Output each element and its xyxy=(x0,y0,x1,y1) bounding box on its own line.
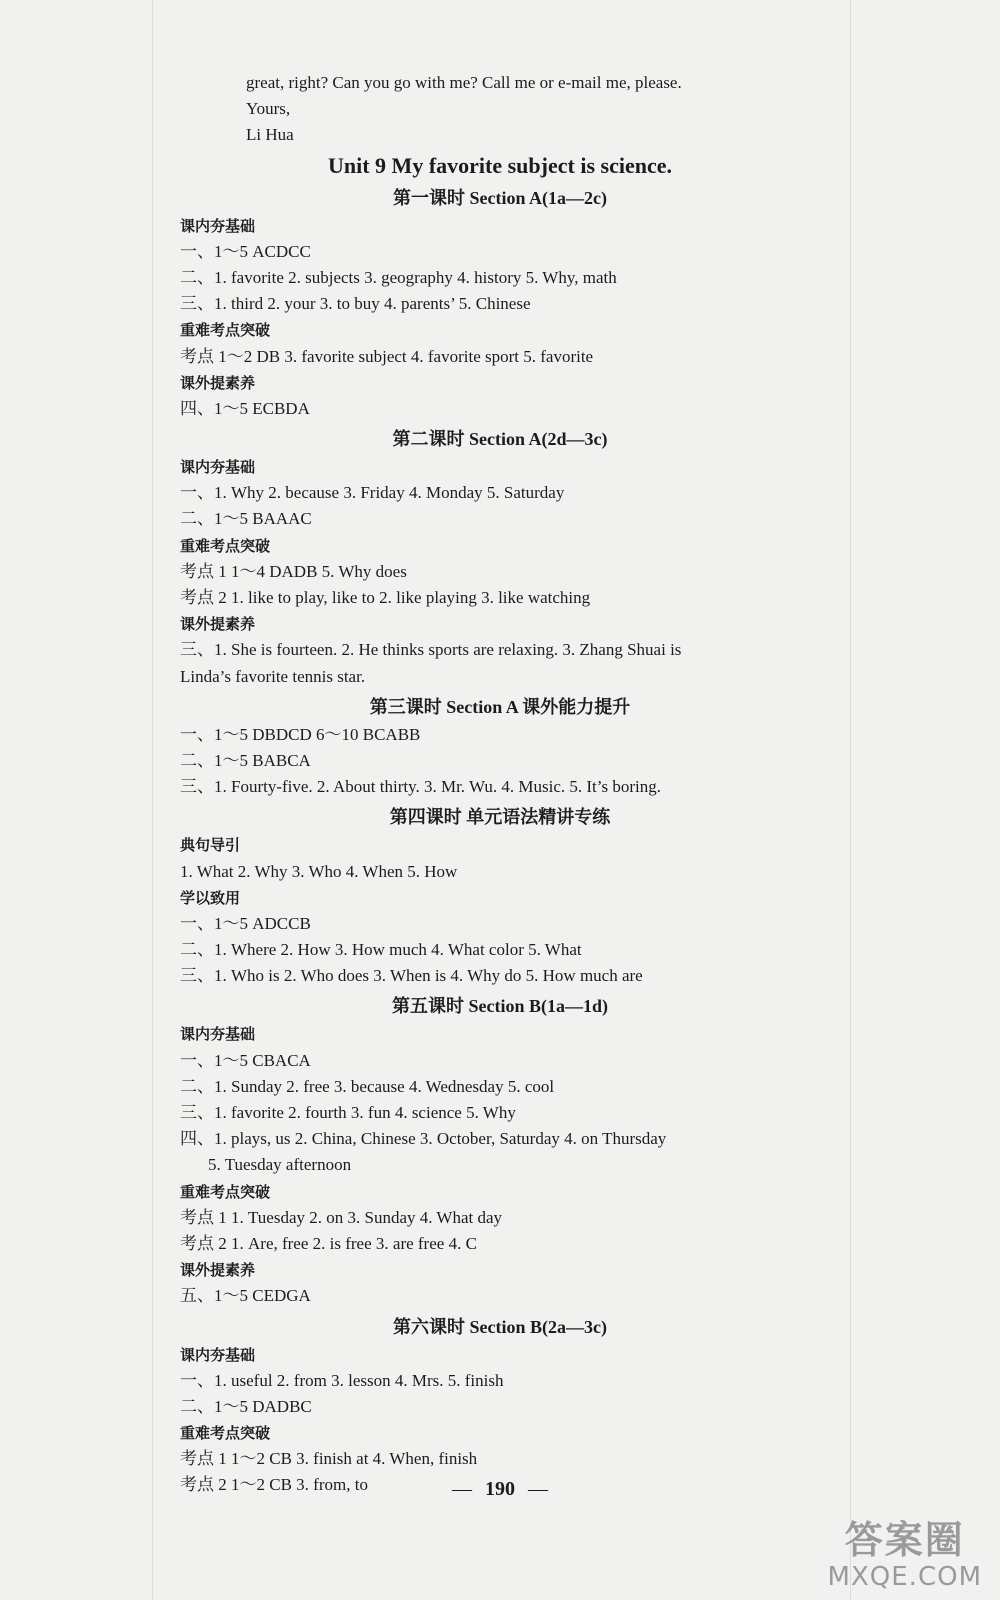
unit-title: Unit 9 My favorite subject is science. xyxy=(328,152,672,178)
answer-line: 考点 1 1～4 DADB 5. Why does xyxy=(180,561,407,581)
answer-line: 一、1. Why 2. because 3. Friday 4. Monday 5. Saturday xyxy=(180,483,565,503)
section-label: 课内夯基础 xyxy=(180,1345,256,1364)
answer-line: 二、1. Where 2. How 3. How much 4. What color 5. What xyxy=(180,940,582,960)
section-label: 课内夯基础 xyxy=(180,1025,256,1044)
section-label: 课内夯基础 xyxy=(180,216,256,235)
answer-line: 一、1～5 ADCCB xyxy=(180,913,311,933)
answer-line: 二、1. favorite 2. subjects 3. geography 4. history 5. Why, math xyxy=(180,267,617,287)
watermark xyxy=(828,1518,982,1592)
section-label: 重难考点突破 xyxy=(180,1424,271,1443)
answer-line: 四、1～5 ECBDA xyxy=(180,398,310,418)
lesson-title-4: 第四课时 单元语法精讲专练 xyxy=(389,807,611,828)
page-number xyxy=(0,1478,1000,1501)
answer-line: Linda’s favorite tennis star. xyxy=(180,666,366,686)
answer-line: 二、1～5 DADBC xyxy=(180,1396,312,1416)
answer-line: 三、1. She is fourteen. 2. He thinks sports are relaxing. 3. Zhang Shuai is xyxy=(180,640,682,660)
answer-line: 1. What 2. Why 3. Who 4. When 5. How xyxy=(180,861,458,881)
letter-line: great, right? Can you go with me? Call me or e-mail me, please. xyxy=(246,73,682,92)
watermark-logo: 答案圈 xyxy=(844,1518,965,1562)
page-number-value: 190 xyxy=(485,1478,515,1500)
letter-signature: Li Hua xyxy=(246,125,294,145)
answer-line: 考点 2 1. like to play, like to 2. like playing 3. like watching xyxy=(180,588,591,607)
answer-line: 二、1～5 BAAAC xyxy=(180,509,312,529)
page-number-dash-right: — xyxy=(528,1478,548,1500)
section-label: 重难考点突破 xyxy=(180,1182,271,1201)
section-label: 重难考点突破 xyxy=(180,536,271,555)
answer-line: 二、1～5 BABCA xyxy=(180,750,311,770)
page-number-dash-left: — xyxy=(452,1478,472,1500)
lesson-title-2: 第二课时 Section A(2d—3c) xyxy=(392,429,608,450)
watermark-site: MXQE.COM xyxy=(827,1562,982,1592)
section-label: 课内夯基础 xyxy=(180,458,256,477)
answer-line: 考点 1 1. Tuesday 2. on 3. Sunday 4. What day xyxy=(180,1207,503,1227)
answer-line: 一、1. useful 2. from 3. lesson 4. Mrs. 5. finish xyxy=(180,1370,504,1390)
section-label: 课外提素养 xyxy=(180,1261,256,1280)
answer-line: 考点 1 1～2 CB 3. finish at 4. When, finish xyxy=(180,1449,478,1469)
section-label: 典句导引 xyxy=(180,836,241,855)
scan-edge-left xyxy=(152,0,153,1600)
section-label: 课外提素养 xyxy=(180,373,256,392)
answer-line: 一、1～5 CBACA xyxy=(180,1050,311,1070)
answer-line: 一、1～5 ACDCC xyxy=(180,241,311,261)
answer-line: 考点 2 1. Are, free 2. is free 3. are free 4. C xyxy=(180,1233,477,1253)
answer-line: 考点 1～2 DB 3. favorite subject 4. favorite sport 5. favorite xyxy=(180,346,594,366)
lesson-title-6: 第六课时 Section B(2a—3c) xyxy=(393,1316,607,1337)
answer-line: 五、1～5 CEDGA xyxy=(180,1286,311,1306)
section-label: 重难考点突破 xyxy=(180,321,271,340)
answer-line: 考点 2 1～2 CB 3. from, to xyxy=(180,1475,368,1495)
lesson-title-5: 第五课时 Section B(1a—1d) xyxy=(392,996,608,1017)
letter-closing: Yours, xyxy=(246,99,291,119)
lesson-title-3: 第三课时 Section A 课外能力提升 xyxy=(369,696,631,717)
answer-content xyxy=(180,70,820,1499)
answer-line: 二、1. Sunday 2. free 3. because 4. Wednesday 5. cool xyxy=(180,1076,555,1096)
answer-line: 一、1～5 DBDCD 6～10 BCABB xyxy=(180,724,421,744)
answer-line: 三、1. favorite 2. fourth 3. fun 4. science 5. Why xyxy=(180,1103,516,1122)
section-label: 学以致用 xyxy=(180,888,241,907)
answer-line: 三、1. Who is 2. Who does 3. When is 4. Why do 5. How much are xyxy=(180,966,643,986)
answer-line: 三、1. third 2. your 3. to buy 4. parents’ 5. Chinese xyxy=(180,294,531,314)
scan-edge-right xyxy=(850,0,851,1600)
answer-line: 三、1. Fourty-five. 2. About thirty. 3. Mr. Wu. 4. Music. 5. It’s boring. xyxy=(180,777,661,797)
answer-line: 四、1. plays, us 2. China, Chinese 3. October, Saturday 4. on Thursday xyxy=(180,1129,667,1149)
lesson-title-1: 第一课时 Section A(1a—2c) xyxy=(393,187,607,208)
section-label: 课外提素养 xyxy=(180,615,256,634)
answer-line: 5. Tuesday afternoon xyxy=(208,1155,352,1175)
